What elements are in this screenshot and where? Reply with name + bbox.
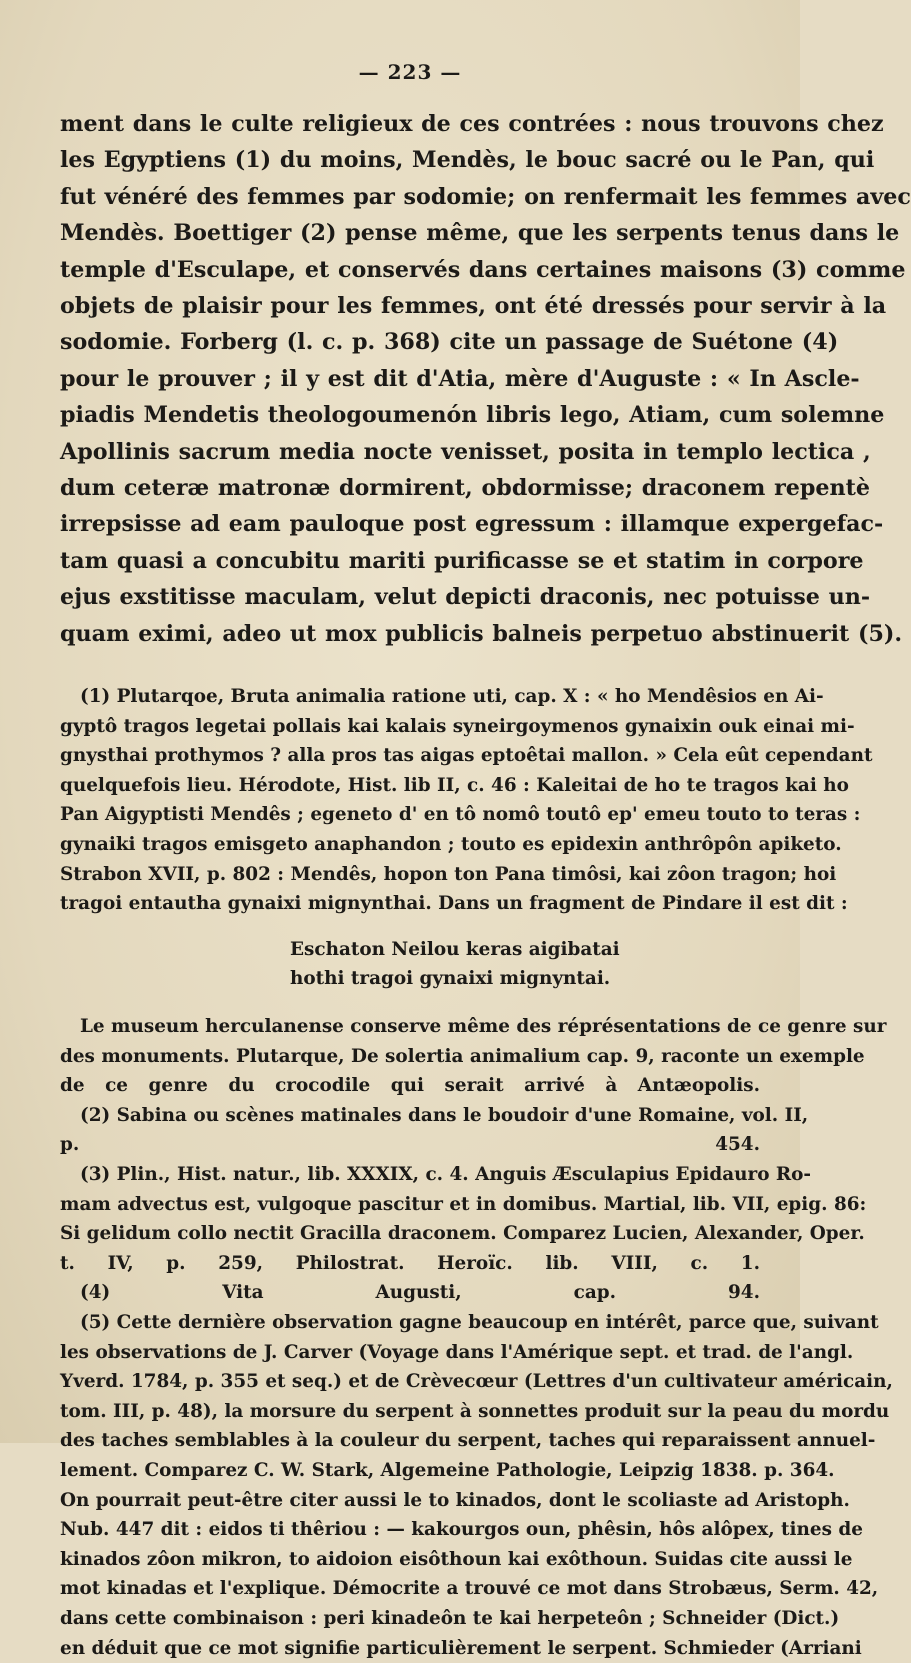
footnote-line: Le museum herculanense conserve même des réprésentations de ce genre sur [60,1012,760,1042]
footnote-line: quelquefois lieu. Hérodote, Hist. lib II, c. 46 : Kaleitai de ho te tragos kai ho [60,771,760,801]
text-line: dum ceteræ matronæ dormirent, obdormisse; draconem repentè [60,470,760,506]
verse-line: Eschaton Neilou keras aigibatai [290,935,760,965]
footnote-line: mot kinadas et l'explique. Démocrite a trouvé ce mot dans Strobæus, Serm. 42, [60,1574,760,1604]
pindar-verse [290,935,760,994]
footnote-line: gynaiki tragos emisgeto anaphandon ; touto es epidexin anthrôpôn apiketo. [60,830,760,860]
footnote-line: en déduit que ce mot signifie particulièrement le serpent. Schmieder (Arriani [60,1634,760,1663]
footnote-3 [60,1160,760,1278]
footnote-line: Si gelidum collo nectit Gracilla draconem. Comparez Lucien, Alexander, Oper. [60,1219,760,1249]
footnote-1-continued [60,1012,760,1101]
footnote-line: Pan Aigyptisti Mendês ; egeneto d' en tô nomô toutô ep' emeu touto to teras : [60,800,760,830]
footnote-line: Nub. 447 dit : eidos ti thêriou : — kakourgos oun, phêsin, hôs alôpex, tines de [60,1515,760,1545]
footnotes [60,682,760,1663]
footnote-5 [60,1308,760,1663]
footnote-1 [60,682,760,919]
text-line: fut vénéré des femmes par sodomie; on renfermait les femmes avec [60,179,760,215]
text-line: pour le prouver ; il y est dit d'Atia, mère d'Auguste : « In Ascle- [60,361,760,397]
footnote-line: gnysthai prothymos ? alla pros tas aigas eptoêtai mallon. » Cela eût cependant [60,741,760,771]
footnote-line: mam advectus est, vulgoque pascitur et in domibus. Martial, lib. VII, epig. 86: [60,1190,760,1220]
text-line: objets de plaisir pour les femmes, ont été dressés pour servir à la [60,288,760,324]
footnote-line: (4) Vita Augusti, cap. 94. [60,1278,760,1308]
text-line: temple d'Esculape, et conservés dans certaines maisons (3) comme [60,252,760,288]
footnote-line: gyptô tragos legetai pollais kai kalais syneirgoymenos gynaixin ouk einai mi- [60,712,760,742]
text-line: Apollinis sacrum media nocte venisset, posita in templo lectica , [60,434,760,470]
text-line: Mendès. Boettiger (2) pense même, que les serpents tenus dans le [60,215,760,251]
footnote-line: tom. III, p. 48), la morsure du serpent à sonnettes produit sur la peau du mordu [60,1397,760,1427]
footnote-line: Strabon XVII, p. 802 : Mendês, hopon ton Pana timôsi, kai zôon tragon; hoi [60,860,760,890]
footnote-line: (3) Plin., Hist. natur., lib. XXXIX, c. 4. Anguis Æsculapius Epidauro Ro- [60,1160,760,1190]
text-line: piadis Mendetis theologoumenón libris lego, Atiam, cum solemne [60,397,760,433]
footnote-line: (2) Sabina ou scènes matinales dans le boudoir d'une Romaine, vol. II, [60,1101,760,1131]
text-line: quam eximi, adeo ut mox publicis balneis perpetuo abstinuerit (5). [60,616,760,652]
page-number: — 223 — [60,60,760,84]
footnote-line: lement. Comparez C. W. Stark, Algemeine Pathologie, Leipzig 1838. p. 364. [60,1456,760,1486]
footnote-line: Yverd. 1784, p. 355 et seq.) et de Crèvecœur (Lettres d'un cultivateur américain, [60,1367,760,1397]
footnote-line: de ce genre du crocodile qui serait arrivé à Antæopolis. [60,1071,760,1101]
verse-line: hothi tragoi gynaixi mignyntai. [290,964,760,994]
footnote-line: (1) Plutarqoe, Bruta animalia ratione uti, cap. X : « ho Mendêsios en Ai- [60,682,760,712]
footnote-2 [60,1101,760,1160]
text-line: les Egyptiens (1) du moins, Mendès, le bouc sacré ou le Pan, qui [60,142,760,178]
footnote-line: des taches semblables à la couleur du serpent, taches qui reparaissent annuel- [60,1426,760,1456]
footnote-line: des monuments. Plutarque, De solertia animalium cap. 9, raconte un exemple [60,1042,760,1072]
footnote-line: les observations de J. Carver (Voyage dans l'Amérique sept. et trad. de l'angl. [60,1338,760,1368]
text-line: ment dans le culte religieux de ces contrées : nous trouvons chez [60,106,760,142]
text-line: irrepsisse ad eam pauloque post egressum : illamque expergefac- [60,506,760,542]
footnote-line: (5) Cette dernière observation gagne beaucoup en intérêt, parce que, suivant [60,1308,760,1338]
footnote-line: p. 454. [60,1130,760,1160]
footnote-line: t. IV, p. 259, Philostrat. Heroïc. lib. VIII, c. 1. [60,1249,760,1279]
footnote-line: dans cette combinaison : peri kinadeôn te kai herpeteôn ; Schneider (Dict.) [60,1604,760,1634]
text-line: sodomie. Forberg (l. c. p. 368) cite un passage de Suétone (4) [60,324,760,360]
text-line: ejus exstitisse maculam, velut depicti draconis, nec potuisse un- [60,579,760,615]
footnote-4 [60,1278,760,1308]
text-line: tam quasi a concubitu mariti purificasse se et statim in corpore [60,543,760,579]
main-paragraph [60,106,760,652]
footnote-line: On pourrait peut-être citer aussi le to kinados, dont le scoliaste ad Aristoph. [60,1486,760,1516]
footnote-line: tragoi entautha gynaixi mignynthai. Dans un fragment de Pindare il est dit : [60,889,760,919]
footnote-line: kinados zôon mikron, to aidoion eisôthoun kai exôthoun. Suidas cite aussi le [60,1545,760,1575]
